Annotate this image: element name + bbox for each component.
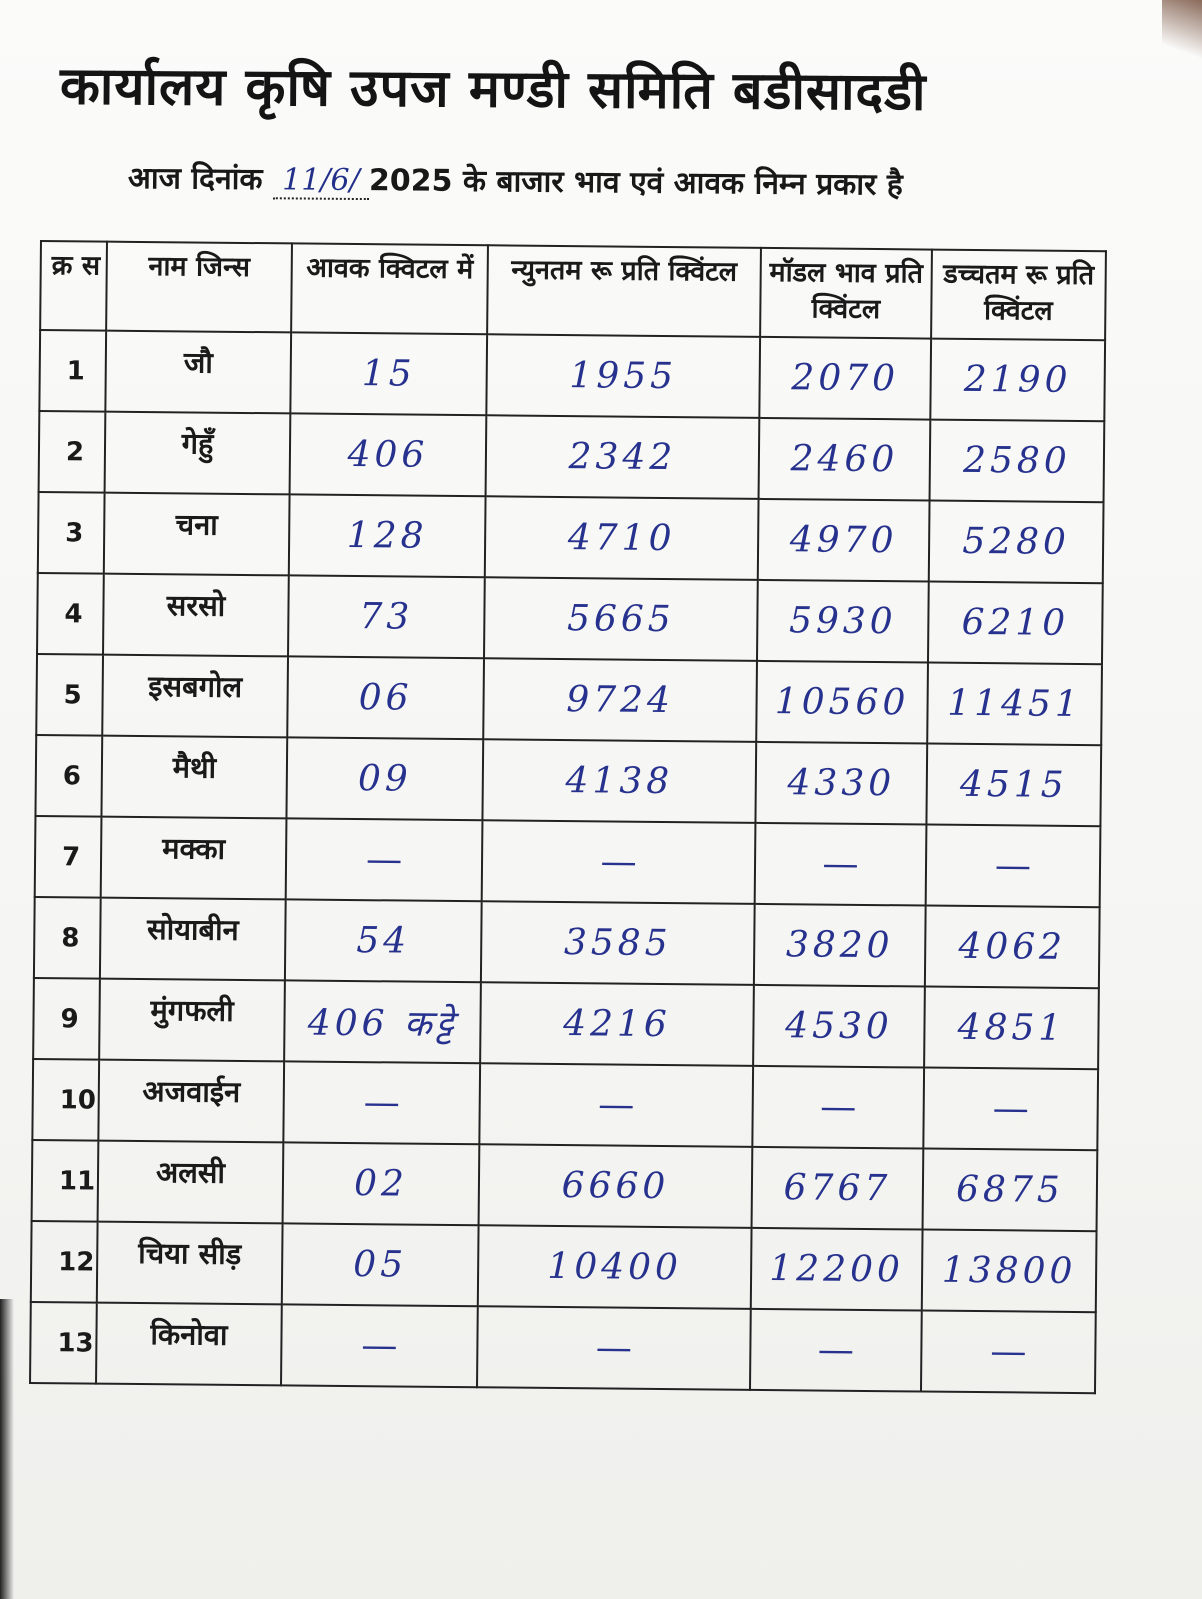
modal-price-cell: 10560 bbox=[756, 661, 928, 744]
sr-cell: 10 bbox=[32, 1059, 99, 1141]
max-price-cell: 2190 bbox=[930, 339, 1105, 422]
table-row bbox=[39, 411, 1105, 502]
arrival-cell: 02 bbox=[283, 1142, 480, 1225]
arrival-cell: 406 कट्टे bbox=[284, 980, 481, 1063]
table-row bbox=[39, 330, 1105, 421]
max-price-cell: — bbox=[923, 1068, 1098, 1151]
modal-price-cell: 3820 bbox=[754, 904, 926, 987]
item-name-cell: मैथी bbox=[101, 736, 287, 819]
min-price-cell: 2342 bbox=[486, 415, 760, 499]
sr-cell: 7 bbox=[35, 816, 102, 898]
modal-price-cell: 6767 bbox=[752, 1147, 924, 1230]
min-price-cell: 6660 bbox=[479, 1144, 753, 1228]
min-price-cell: 4216 bbox=[480, 982, 754, 1066]
sr-cell: 12 bbox=[31, 1221, 98, 1303]
max-price-cell: 11451 bbox=[927, 663, 1102, 746]
max-price-cell: 4851 bbox=[924, 987, 1099, 1070]
min-price-cell: 10400 bbox=[478, 1225, 752, 1309]
modal-price-cell: 12200 bbox=[751, 1228, 923, 1311]
modal-price-cell: 2460 bbox=[759, 418, 931, 501]
min-price-cell: 4710 bbox=[485, 496, 759, 580]
arrival-cell: — bbox=[283, 1061, 480, 1144]
min-price-cell: 3585 bbox=[481, 901, 755, 985]
max-price-cell: — bbox=[921, 1311, 1096, 1394]
subtitle-year: 2025 bbox=[368, 163, 453, 199]
modal-price-cell: — bbox=[755, 823, 927, 906]
modal-price-cell: 2070 bbox=[759, 337, 931, 420]
arrival-cell: 06 bbox=[287, 656, 484, 739]
arrival-cell: 54 bbox=[285, 899, 482, 982]
max-price-cell: 6210 bbox=[928, 582, 1103, 665]
table-header-row bbox=[40, 241, 1106, 340]
modal-price-cell: — bbox=[752, 1066, 924, 1149]
sr-cell: 6 bbox=[35, 735, 102, 817]
table-row bbox=[35, 735, 1101, 826]
modal-price-cell: 4970 bbox=[758, 499, 930, 582]
modal-price-cell: 4530 bbox=[753, 985, 925, 1068]
sr-cell: 13 bbox=[30, 1302, 97, 1384]
modal-price-cell: 5930 bbox=[757, 580, 929, 663]
min-price-cell: 9724 bbox=[483, 658, 757, 742]
header-modal-price: मॉडल भाव प्रति क्विंटल bbox=[760, 248, 932, 339]
rate-table-wrapper bbox=[29, 240, 1140, 1395]
table-row bbox=[34, 897, 1100, 988]
header-max-price: डच्चतम रू प्रति क्विंटल bbox=[931, 250, 1106, 341]
sr-cell: 4 bbox=[37, 573, 104, 655]
item-name-cell: किनोवा bbox=[96, 1303, 282, 1386]
max-price-cell: 5280 bbox=[929, 501, 1104, 584]
table-row bbox=[38, 492, 1104, 583]
table-row bbox=[32, 1140, 1098, 1231]
item-name-cell: सरसो bbox=[103, 574, 289, 657]
sr-cell: 1 bbox=[39, 330, 106, 412]
max-price-cell: 6875 bbox=[923, 1149, 1098, 1232]
table-row bbox=[32, 1059, 1098, 1150]
handwritten-date: 11/6/ bbox=[273, 162, 369, 200]
arrival-cell: — bbox=[281, 1304, 478, 1387]
sr-cell: 8 bbox=[34, 897, 101, 979]
table-row bbox=[33, 978, 1099, 1069]
arrival-cell: 09 bbox=[286, 737, 483, 820]
subtitle-prefix: आज दिनांक bbox=[127, 160, 263, 198]
max-price-cell: 4515 bbox=[926, 744, 1101, 827]
min-price-cell: — bbox=[477, 1306, 751, 1390]
table-row bbox=[37, 573, 1103, 664]
arrival-cell: — bbox=[286, 818, 483, 901]
modal-price-cell: 4330 bbox=[755, 742, 927, 825]
max-price-cell: — bbox=[926, 825, 1101, 908]
modal-price-cell: — bbox=[750, 1309, 922, 1392]
item-name-cell: चिया सीड़ bbox=[97, 1222, 283, 1305]
sr-cell: 11 bbox=[32, 1140, 99, 1222]
min-price-cell: 5665 bbox=[484, 577, 758, 661]
max-price-cell: 4062 bbox=[925, 906, 1100, 989]
arrival-cell: 406 bbox=[290, 413, 487, 496]
max-price-cell: 2580 bbox=[930, 420, 1105, 503]
sr-cell: 9 bbox=[33, 978, 100, 1060]
header-min-price: न्युनतम रू प्रति क्विंटल bbox=[487, 245, 761, 337]
min-price-cell: 4138 bbox=[482, 739, 756, 823]
item-name-cell: चना bbox=[104, 493, 290, 576]
table-row bbox=[31, 1221, 1097, 1312]
sr-cell: 2 bbox=[39, 411, 106, 493]
arrival-cell: 15 bbox=[290, 332, 487, 415]
max-price-cell: 13800 bbox=[922, 1230, 1097, 1313]
min-price-cell: — bbox=[479, 1063, 753, 1147]
edge-shadow bbox=[0, 1299, 14, 1599]
item-name-cell: जौ bbox=[105, 331, 291, 414]
table-row bbox=[36, 654, 1102, 745]
arrival-cell: 05 bbox=[282, 1223, 479, 1306]
item-name-cell: इसबगोल bbox=[102, 655, 288, 738]
arrival-cell: 73 bbox=[288, 575, 485, 658]
item-name-cell: अलसी bbox=[98, 1141, 284, 1224]
item-name-cell: मुंगफली bbox=[99, 979, 285, 1062]
min-price-cell: — bbox=[482, 820, 756, 904]
table-row bbox=[30, 1302, 1096, 1393]
header-item: नाम जिन्स bbox=[106, 242, 292, 333]
item-name-cell: अजवाईन bbox=[98, 1060, 284, 1143]
sr-cell: 3 bbox=[38, 492, 105, 574]
table-row bbox=[35, 816, 1101, 907]
sr-cell: 5 bbox=[36, 654, 103, 736]
header-sr: क्र स bbox=[40, 241, 107, 331]
corner-shadow bbox=[1162, 0, 1202, 70]
item-name-cell: गेहुँ bbox=[105, 412, 291, 495]
rate-table bbox=[29, 240, 1107, 1394]
arrival-cell: 128 bbox=[289, 494, 486, 577]
min-price-cell: 1955 bbox=[486, 334, 760, 418]
item-name-cell: मक्का bbox=[101, 817, 287, 900]
subtitle-suffix: के बाजार भाव एवं आवक निम्न प्रकार है bbox=[462, 163, 903, 203]
office-title: कार्यालय कृषि उपज मण्डी समिति बडीसादडी bbox=[59, 56, 927, 123]
item-name-cell: सोयाबीन bbox=[100, 898, 286, 981]
header-arrival: आवक क्विटल में bbox=[291, 243, 488, 334]
subtitle-line bbox=[128, 156, 1048, 206]
